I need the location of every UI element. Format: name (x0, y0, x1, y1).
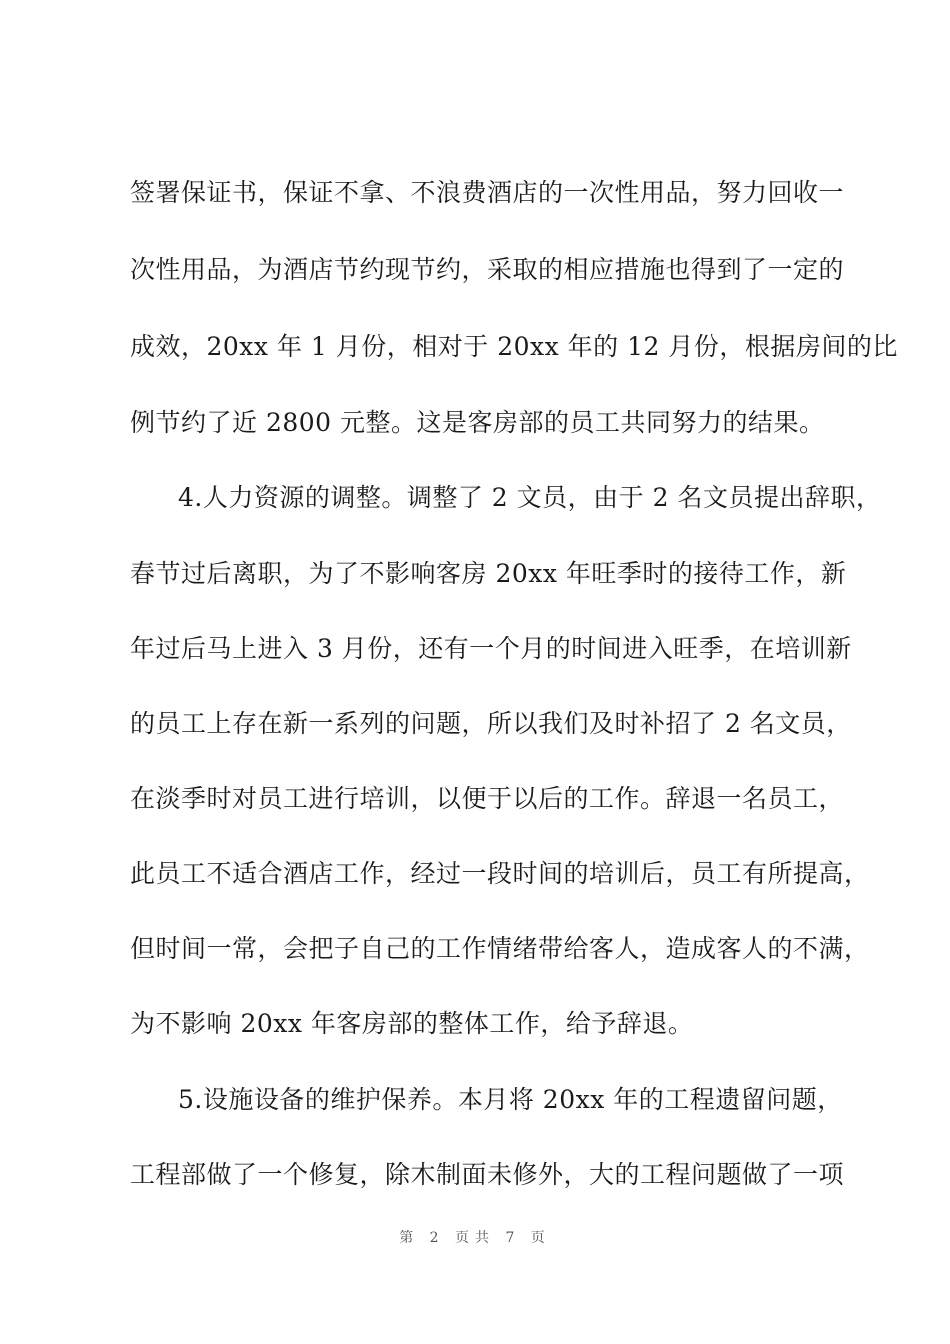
text-line-14: 工程部做了一个修复，除木制面未修外，大的工程问题做了一项 (130, 1160, 845, 1189)
text-line-7: 年过后马上进入 3 月份，还有一个月的时间进入旺季，在培训新 (130, 634, 852, 663)
text-line-1: 签署保证书，保证不拿、不浪费酒店的一次性用品，努力回收一 (130, 178, 845, 207)
paragraph-5-first-line: 5.设施设备的维护保养。本月将 20xx 年的工程遗留问题， (178, 1085, 843, 1114)
text-line-11: 但时间一常，会把子自己的工作情绪带给客人，造成客人的不满， (130, 934, 870, 963)
text-line-10: 此员工不适合酒店工作，经过一段时间的培训后，员工有所提高， (130, 859, 870, 888)
text-line-2: 次性用品，为酒店节约现节约，采取的相应措施也得到了一定的 (130, 255, 845, 284)
text-line-4: 例节约了近 2800 元整。这是客房部的员工共同努力的结果。 (130, 408, 825, 437)
text-line-9: 在淡季时对员工进行培训，以便于以后的工作。辞退一名员工， (130, 784, 845, 813)
text-line-12: 为不影响 20xx 年客房部的整体工作，给予辞退。 (130, 1009, 694, 1038)
text-line-6: 春节过后离职，为了不影响客房 20xx 年旺季时的接待工作，新 (130, 559, 847, 588)
page-footer: 第 2 页共 7 页 (399, 1230, 551, 1246)
text-line-3: 成效，20xx 年 1 月份，相对于 20xx 年的 12 月份，根据房间的比 (130, 332, 898, 361)
text-line-8: 的员工上存在新一系列的问题，所以我们及时补招了 2 名文员， (130, 709, 852, 738)
paragraph-4-first-line: 4.人力资源的调整。调整了 2 文员，由于 2 名文员提出辞职， (178, 483, 882, 512)
